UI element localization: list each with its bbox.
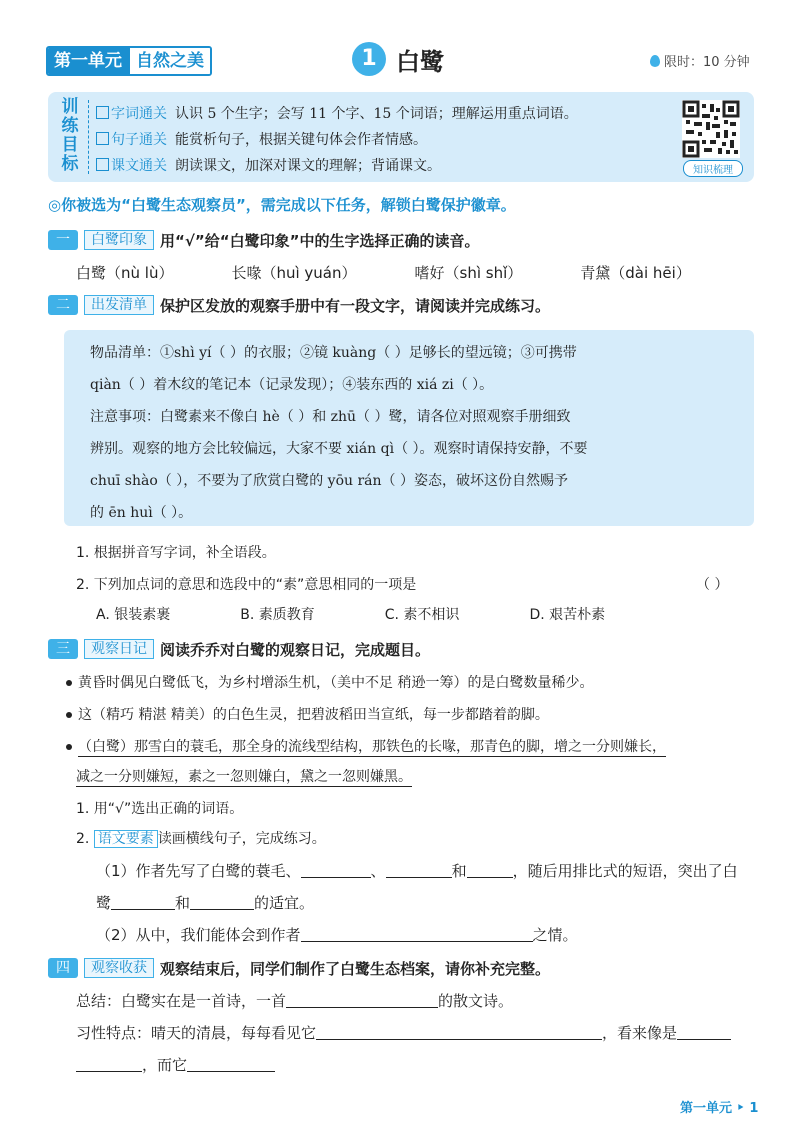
checkbox-icon <box>96 158 109 171</box>
checkbox-icon <box>96 132 109 145</box>
diary-item: （白鹭）那雪白的蓑毛，那全身的流线型结构，那铁色的长喙，那青色的脚，增之一分则嫌长， <box>66 736 666 756</box>
section-instruction: 观察结束后，同学们制作了白鹭生态档案，请你补充完整。 <box>160 959 551 978</box>
answer-blank[interactable] <box>286 993 438 1008</box>
goals-label: 训练目标 <box>61 97 79 174</box>
section-heading <box>48 957 550 979</box>
fill-line: 总结：白鹭实在是一首诗，一首 的散文诗。 <box>76 992 514 1010</box>
section-number: 三 <box>48 639 78 659</box>
pinyin-item[interactable]: 长喙（huì yuán） <box>231 264 357 282</box>
diary-item-cont: 减之一分则嫌短，素之一忽则嫌白，黛之一忽则嫌黑。 <box>76 769 412 785</box>
section-name: 观察日记 <box>84 639 154 659</box>
fill-line: （1）作者先写了白鹭的蓑毛、 、 和 ，随后用排比式的短语，突出了白 <box>96 862 738 880</box>
section-heading <box>48 229 479 251</box>
bullet-icon <box>66 744 72 750</box>
option[interactable]: C. 素不相识 <box>384 607 460 623</box>
section-instruction: 保护区发放的观察手册中有一段文字，请阅读并完成练习。 <box>160 296 551 315</box>
fill-line: 习性特点：晴天的清晨，每每看见它 ，看来像是 <box>76 1022 731 1043</box>
answer-paren[interactable]: （ ） <box>696 577 729 593</box>
section-heading <box>48 638 430 660</box>
page-footer: 第一单元 ‣ 1 <box>680 1101 759 1116</box>
answer-blank[interactable] <box>190 895 254 910</box>
option[interactable]: D. 艰苦朴素 <box>529 607 606 623</box>
section-name: 观察收获 <box>84 958 154 978</box>
answer-blank[interactable] <box>316 1025 602 1040</box>
fill-line: （2）从中，我们能体会到作者 之情。 <box>96 926 578 944</box>
pinyin-choices <box>76 262 691 283</box>
droplet-icon <box>650 55 660 67</box>
diary-item: 黄昏时偶见白鹭低飞，为乡村增添生机，（美中不足 稍逊一筹）的是白鹭数量稀少。 <box>66 672 593 692</box>
section-instruction: 用“√”给“白鹭印象”中的生字选择正确的读音。 <box>160 231 480 250</box>
answer-blank[interactable] <box>301 927 533 942</box>
diary-item: 这（精巧 精湛 精美）的白色生灵，把碧波稻田当宣纸，每一步都踏着韵脚。 <box>66 704 549 724</box>
passage-line: 注意事项：白鹭素来不像白 hè（ ）和 zhū（ ）鹭，请各位对照观察手册细致 <box>90 409 571 425</box>
unit-theme: 自然之美 <box>128 48 210 74</box>
qr-code-icon[interactable] <box>682 100 740 158</box>
question: 2. 下列加点词的意思和选段中的“素”意思相同的一项是 <box>76 577 417 593</box>
section-instruction: 阅读乔乔对白鹭的观察日记，完成题目。 <box>160 640 431 659</box>
goal-text: 能赏析句子，根据关键句体会作者情感。 <box>175 132 427 148</box>
answer-blank[interactable] <box>76 1057 142 1072</box>
lesson-number: 1 <box>352 42 386 76</box>
bullet-icon <box>66 680 72 686</box>
pinyin-item[interactable]: 白鹭（nù lù） <box>76 264 174 282</box>
goal-tag: 字词通关 <box>96 103 167 123</box>
goal-row <box>96 103 578 123</box>
answer-blank[interactable] <box>187 1057 275 1072</box>
section-name: 出发清单 <box>84 295 154 315</box>
qr-caption: 知识梳理 <box>683 160 743 177</box>
goal-tag: 句子通关 <box>96 129 167 149</box>
section-number: 四 <box>48 958 78 978</box>
fill-line: ，而它 <box>76 1054 275 1075</box>
timer <box>650 51 750 70</box>
lesson-title: 白鹭 <box>396 48 444 76</box>
answer-blank[interactable] <box>677 1025 731 1040</box>
checkbox-icon <box>96 106 109 119</box>
option[interactable]: B. 素质教育 <box>240 607 315 623</box>
question: 2. 语文要素 读画横线句子，完成练习。 <box>76 831 326 847</box>
timer-text: 限时：10 分钟 <box>664 55 750 70</box>
pinyin-item[interactable]: 嗜好（shì shǐ） <box>414 264 523 282</box>
goal-text: 朗读课文，加深对课文的理解；背诵课文。 <box>175 158 441 174</box>
passage-line: chuī shào（ ），不要为了欣赏白鹭的 yōu rán（ ）姿态，破坏这份自然赐予 <box>90 473 568 489</box>
answer-blank[interactable] <box>301 863 371 878</box>
unit-number: 第一单元 <box>48 48 128 74</box>
passage-line: 物品清单：①shì yí（ ）的衣服；②镜 kuàng（ ）足够长的望远镜；③可携带 <box>90 345 577 361</box>
task-intro: ◎你被选为“白鹭生态观察员”，需完成以下任务，解锁白鹭保护徽章。 <box>48 196 516 214</box>
goal-tag: 课文通关 <box>96 155 167 175</box>
section-number: 二 <box>48 295 78 315</box>
goal-row <box>96 155 441 175</box>
passage-line: 辨别。观察的地方会比较偏远，大家不要 xián qì（ ）。观察时请保持安静，不要 <box>90 441 588 457</box>
literacy-tag: 语文要素 <box>94 830 158 848</box>
answer-blank[interactable] <box>386 863 452 878</box>
answer-blank[interactable] <box>467 863 513 878</box>
goal-text: 认识 5 个生字；会写 11 个字、15 个词语；理解运用重点词语。 <box>175 106 578 122</box>
unit-badge <box>46 46 212 76</box>
pinyin-item[interactable]: 青黛（dài hēi） <box>580 264 691 282</box>
fill-line: 鹭 和 的适宜。 <box>96 894 315 912</box>
section-heading <box>48 294 550 316</box>
divider <box>88 100 89 174</box>
section-number: 一 <box>48 230 78 250</box>
passage-line: 的 ēn huì（ ）。 <box>90 505 193 521</box>
question: 1. 根据拼音写字词，补全语段。 <box>76 545 276 561</box>
section-name: 白鹭印象 <box>84 230 154 250</box>
passage-line: qiàn（ ）着木纹的笔记本（记录发现）；④装东西的 xiá zi（ ）。 <box>90 377 494 393</box>
option[interactable]: A. 银装素裹 <box>96 607 171 623</box>
options-row <box>96 604 605 624</box>
answer-blank[interactable] <box>111 895 175 910</box>
bullet-icon <box>66 712 72 718</box>
question: 1. 用“√”选出正确的词语。 <box>76 801 244 817</box>
goal-row <box>96 129 427 149</box>
